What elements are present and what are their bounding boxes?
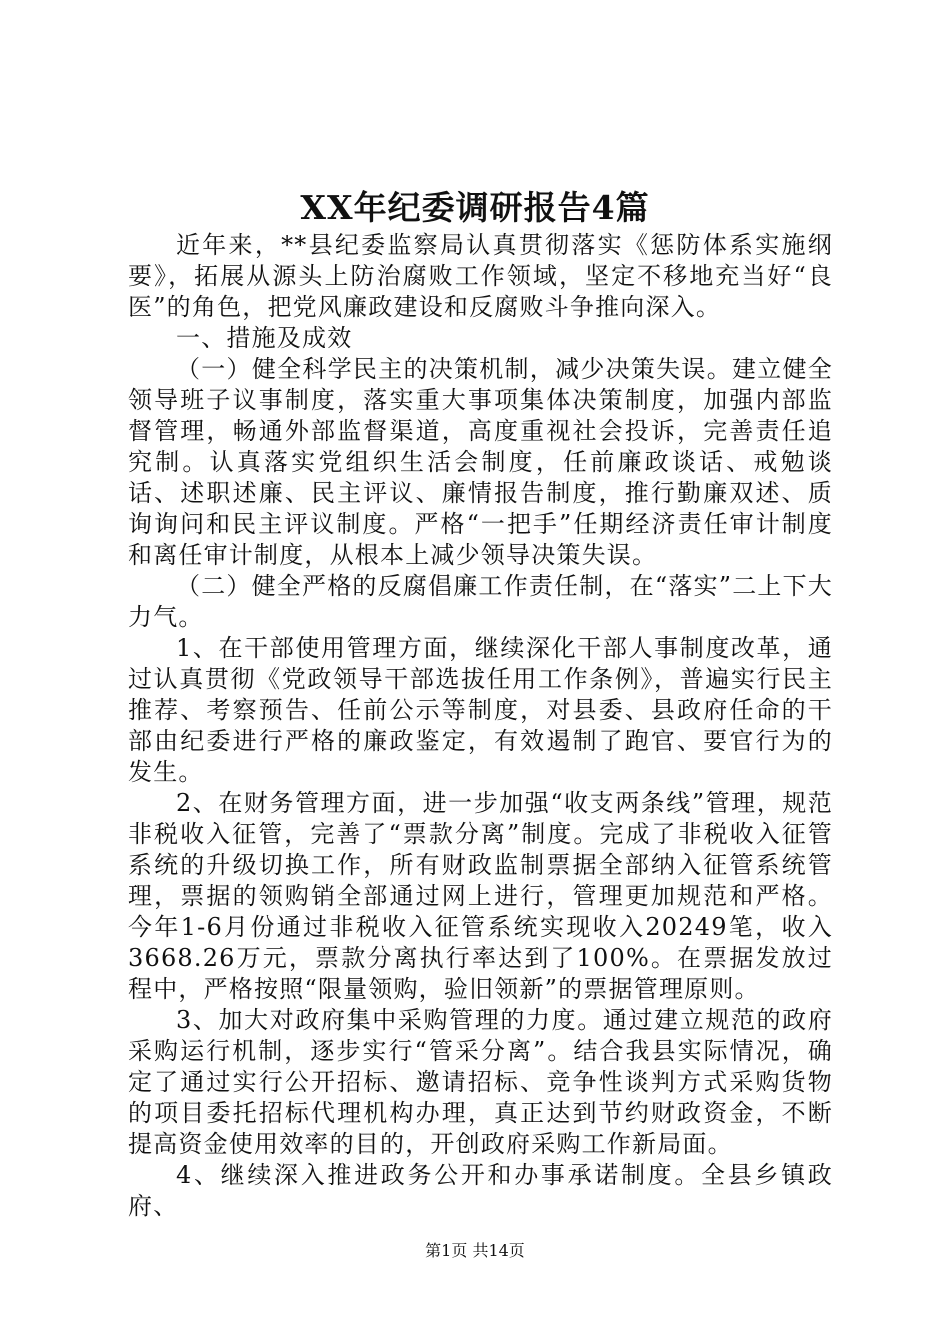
paragraph-decision-mechanism: （一）健全科学民主的决策机制，减少决策失误。建立健全领导班子议事制度，落实重大事项集体决策制度，加强内部监督管理，畅通外部监督渠道，高度重视社会投诉，完善责任追究制。认真落实党组织生活会制度，任前廉政谈话、戒勉谈话、述职述廉、民主评议、廉情报告制度，推行勤廉双述、质询询问和民主评议制度。严格“一把手”任期经济责任审计制度和离任审计制度，从根本上减少领导决策失误。 — [128, 355, 833, 569]
paragraph-financial-management: 2、在财务管理方面，进一步加强“收支两条线”管理，规范非税收入征管，完善了“票款分离”制度。完成了非税收入征管系统的升级切换工作，所有财政监制票据全部纳入征管系统管理，票据的领购销全部通过网上进行，管理更加规范和严格。今年1-6月份通过非税收入征管系统实现收入20249笔，收入3668.26万元，票款分离执行率达到了100%。在票据发放过程中，严格按照“限量领购，验旧领新”的票据管理原则。 — [128, 789, 833, 1003]
paragraph-procurement: 3、加大对政府集中采购管理的力度。通过建立规范的政府采购运行机制，逐步实行“管采分离”。结合我县实际情况，确定了通过实行公开招标、邀请招标、竞争性谈判方式采购货物的项目委托招标代理机构办理，真正达到节约财政资金，不断提高资金使用效率的目的，开创政府采购工作新局面。 — [128, 1006, 833, 1158]
document-body — [128, 230, 833, 1222]
section-heading-measures: 一、措施及成效 — [176, 324, 353, 352]
paragraph-responsibility-system: （二）健全严格的反腐倡廉工作责任制，在“落实”二上下大力气。 — [128, 572, 833, 631]
document-title: XX年纪委调研报告4篇 — [300, 188, 650, 227]
page-number-footer: 第1页 共14页 — [425, 1241, 525, 1260]
paragraph-government-affairs: 4、继续深入推进政务公开和办事承诺制度。全县乡镇政府、 — [128, 1161, 833, 1220]
paragraph-cadre-management: 1、在干部使用管理方面，继续深化干部人事制度改革，通过认真贯彻《党政领导干部选拔任用工作条例》，普遍实行民主推荐、考察预告、任前公示等制度，对县委、县政府任命的干部由纪委进行严格的廉政鉴定，有效遏制了跑官、要官行为的发生。 — [128, 634, 833, 786]
paragraph-intro: 近年来，**县纪委监察局认真贯彻落实《惩防体系实施纲要》，拓展从源头上防治腐败工作领域，坚定不移地充当好“良医”的角色，把党风廉政建设和反腐败斗争推向深入。 — [128, 231, 833, 321]
